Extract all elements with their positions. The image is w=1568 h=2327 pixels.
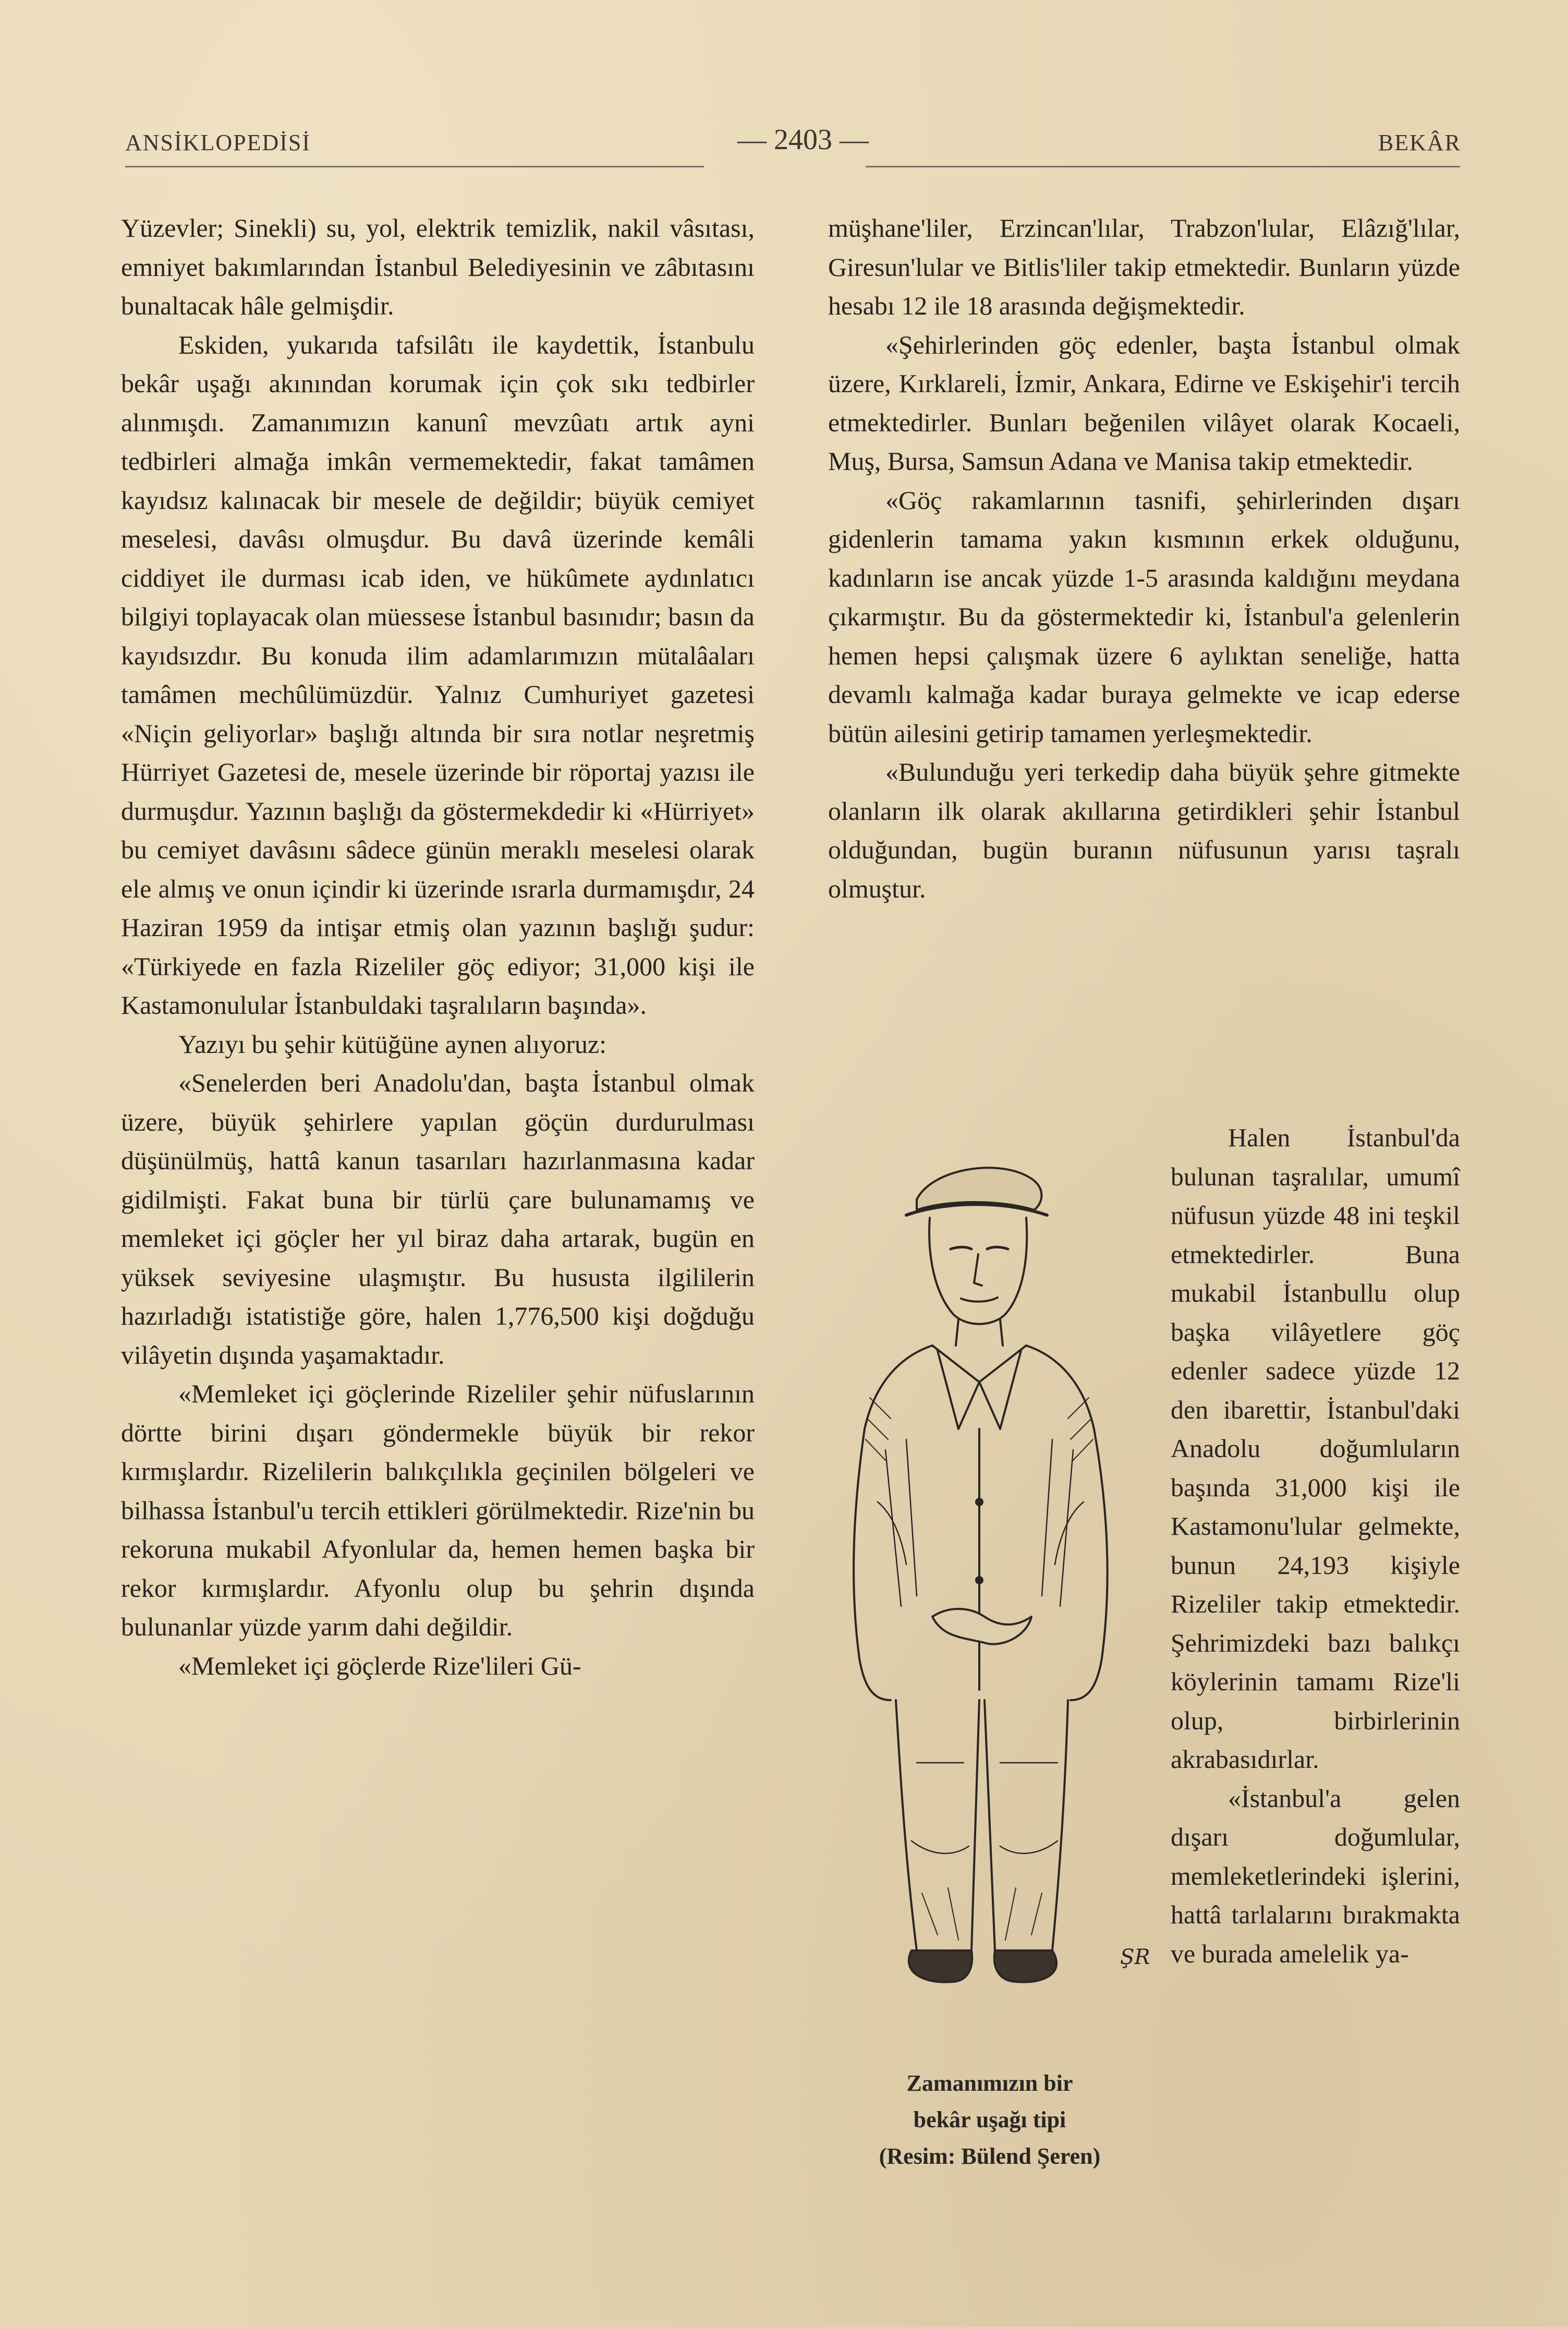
paragraph: müşhane'liler, Erzincan'lılar, Trabzon'lular, Elâzığ'lılar, Giresun'lular ve Bitlis'liler takip etmektedir. Bunların yüzde hesabı 12 ile 18 arasında değişmektedir.	[828, 213, 1460, 320]
paragraph: «Senelerden beri Anadolu'dan, başta İstanbul olmak üzere, büyük şehirlere yapılan göçün durdurulması düşünülmüş, hattâ kanun tasarıları hazırlanmasına kadar gidilmişti. Fakat buna bir türlü çare bulunamamış ve memleket içi göçler her yıl biraz daha artarak, bugün en yüksek seviyesine ulaşmıştır. Bu hususta ilgililerin hazırladığı istatistiğe göre, halen 1,776,500 kişi doğduğu vilâyetin dışında yaşamaktadır.	[121, 1068, 755, 1369]
header-rule-left	[125, 166, 704, 167]
paragraph: Halen İstanbul'da bulunan taşralılar, umumî nüfusun yüzde 48 ini teşkil etmektedirler. Buna mukabil İstanbullu olup başka vilâyetlere göç edenler sadece yüzde 12 den ibarettir, İstanbul'daki Anadolu doğumluların başında 31,000 kişi ile Kastamonu'lular gelmekte, bunun 24,193 kişiyle Rizeliler takip etmektedir. Şehrimizdeki bazı balıkçı köylerinin tamamı Rize'li olup, birbirlerinin akrabasıdırlar.	[1171, 1123, 1460, 1774]
header-rule-right	[866, 166, 1460, 167]
paragraph: «Göç rakamlarının tasnifi, şehirlerinden dışarı gidenlerin tamama yakın kısmının erkek olduğunu, kadınların ise ancak yüzde 1-5 arasında kaldığını meydana çıkarmıştır. Bu da göstermektedir ki, İstanbul'a gelenlerin hemen hepsi çalışmak üzere 6 aylıktan seneliğe, hatta devamlı kalmağa kadar buraya gelmekte ve icap ederse bütün ailesini getirip tamamen yerleşmektedir.	[828, 485, 1460, 748]
right-column	[828, 209, 1460, 908]
paragraph: Yüzevler; Sinekli) su, yol, elektrik temizlik, nakil vâsıtası, emniyet bakımlarından İstanbul Belediyesinin ve zâbıtasını bunaltacak hâle gelmişdir.	[121, 213, 755, 320]
paragraph: «Memleket içi göçlerde Rize'lileri Gü-	[178, 1651, 581, 1680]
paragraph: Eskiden, yukarıda tafsilâtı ile kaydettik, İstanbulu bekâr uşağı akınından korumak için çok sıkı tedbirler alınmışdı. Zamanımızın kanunî mevzûatı artık ayni tedbirleri almağa imkân vermemektedir, fakat tamâmen kayıdsız kalınacak bir mesele de değildir; büyük cemiyet meselesi, davâsı olmuşdur. Bu davâ üzerinde kemâli ciddiyet ile durması icab iden, ve hükûmete aydınlatıcı bilgiyi toplayacak olan müessese İstanbul basınıdır; basın da kayıdsızdır. Bu konuda ilim adamlarımızın mütalâaları tamâmen mechûlümüzdür. Yalnız Cumhuriyet gazetesi «Niçin geliyorlar» başlığı altında bir sıra notlar neşretmiş Hürriyet Gazetesi de, mesele üzerinde bir röportaj yazısı ile durmuşdur. Yazının başlığı da göstermekdedir ki «Hürriyet» bu cemiyet davâsını sâdece günün meraklı meselesi olarak ele almış ve onun içindir ki üzerinde ısrarla durmamışdır, 24 Haziran 1959 da intişar etmiş olan yazının başlığı şudur: «Türkiyede en fazla Rizeliler göç ediyor; 31,000 kişi ile Kastamonulular İstanbuldaki taşralıların başında».	[121, 330, 755, 1020]
header-entry-title: BEKÂR	[1378, 130, 1461, 155]
paragraph: «İstanbul'a gelen dışarı doğumlular, memleketlerindeki işlerini, hattâ tarlalarını bırakmakta ve burada amelelik ya-	[1171, 1783, 1460, 1968]
caption-line: Zamanımızın bir	[906, 2070, 1073, 2096]
artist-signature: ŞR	[1120, 1945, 1150, 1969]
caption-line: bekâr uşağı tipi	[913, 2107, 1066, 2132]
paragraph: «Bulunduğu yeri terkedip daha büyük şehre gitmekte olanların ilk olarak akıllarına getirdikleri şehir İstanbul olduğundan, bugün buranın nüfusunun yarısı taşralı olmuştur.	[828, 757, 1460, 903]
paragraph: Yazıyı bu şehir kütüğüne aynen alıyoruz:	[178, 1029, 607, 1059]
paragraph: «Şehirlerinden göç edenler, başta İstanbul olmak üzere, Kırklareli, İzmir, Ankara, Edirne ve Eskişehir'i tercih etmektedirler. Bunları beğenilen vilâyet olarak Kocaeli, Muş, Bursa, Samsun Adana ve Manisa takip etmektedir.	[828, 330, 1460, 476]
man-in-cap-sketch-illustration	[828, 1137, 1151, 2102]
header-encyclopedia-title: ANSİKLOPEDİSİ	[125, 130, 311, 155]
paragraph: «Memleket içi göçlerinde Rizeliler şehir nüfuslarının dörtte birini dışarı göndermekle büyük bir rekor kırmışlardır. Rizelilerin balıkçılıkla geçinilen bölgeleri ve bilhassa İstanbul'u tercih ettikleri görülmektedir. Rize'nin bu rekoruna mukabil Afyonlular da, hemen hemen başka bir rekor kırmışlardır. Afyonlu olup bu şehrin dışında bulunanlar yüzde yarım dahi değildir.	[121, 1379, 755, 1641]
caption-line: (Resim: Bülend Şeren)	[879, 2143, 1101, 2169]
figure-caption	[828, 2065, 1151, 2175]
sketch-drawing	[828, 1137, 1151, 1997]
page-number: — 2403 —	[737, 124, 869, 156]
narrow-column	[1171, 1118, 1460, 1973]
left-column	[121, 209, 755, 1685]
